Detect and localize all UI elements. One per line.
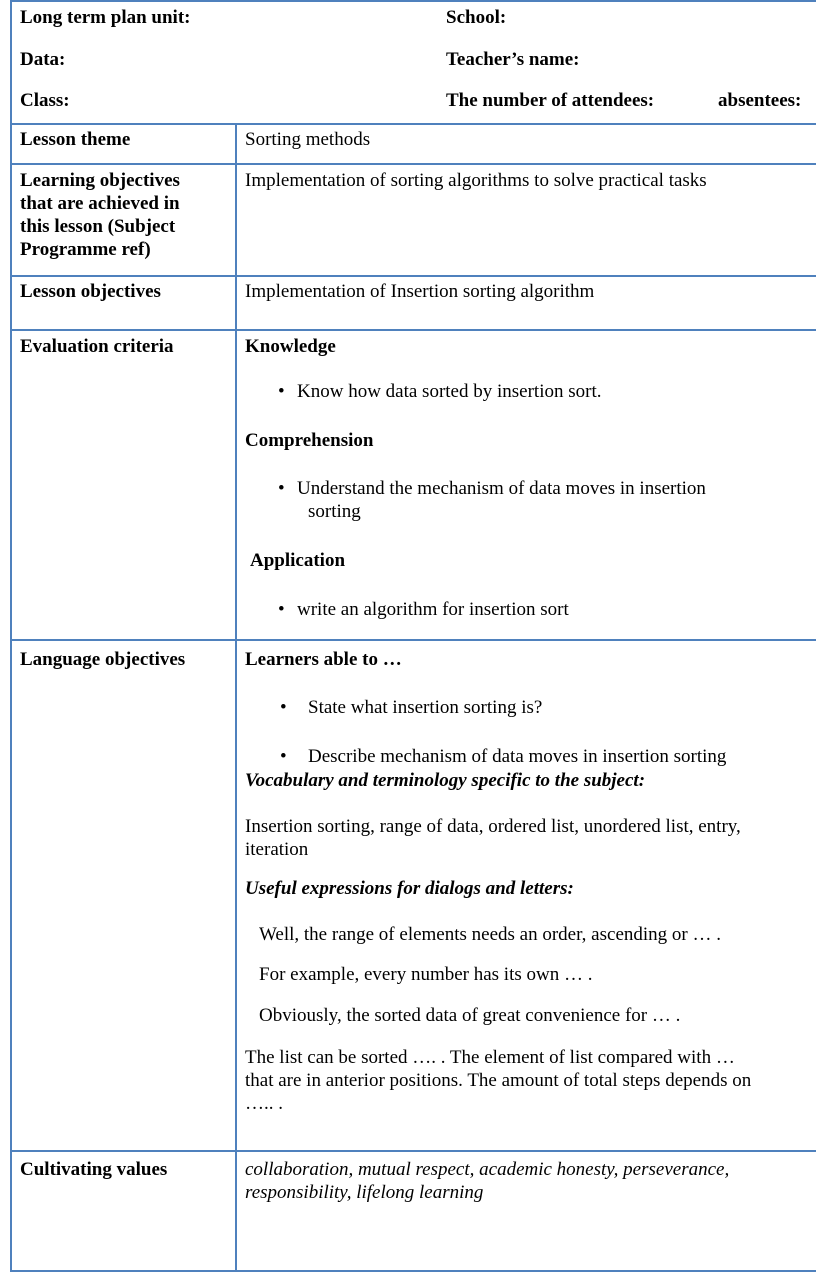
- knowledge-heading: Knowledge: [245, 336, 336, 357]
- comprehension-item-line: sorting: [308, 501, 361, 522]
- bullet-icon: •: [280, 746, 287, 767]
- row-divider: [10, 0, 816, 2]
- long-term-plan-unit-label: Long term plan unit:: [20, 7, 191, 28]
- cultivating-values-label: Cultivating values: [20, 1159, 168, 1180]
- lesson-theme-value: Sorting methods: [245, 129, 371, 150]
- class-label: Class:: [20, 90, 70, 111]
- lesson-theme-label: Lesson theme: [20, 129, 131, 150]
- expressions-heading: Useful expressions for dialogs and letters:: [245, 878, 574, 899]
- bullet-icon: •: [278, 478, 285, 499]
- expression-line: For example, every number has its own … .: [259, 964, 593, 985]
- paragraph-line: The list can be sorted …. . The element of list compared with …: [245, 1047, 735, 1068]
- expression-line: Obviously, the sorted data of great convenience for … .: [259, 1005, 681, 1026]
- row-divider: [10, 275, 816, 277]
- paragraph-line: ….. .: [245, 1093, 283, 1114]
- bullet-icon: •: [278, 381, 285, 402]
- learning-objectives-label-line: this lesson (Subject: [20, 216, 176, 237]
- row-divider: [10, 1150, 816, 1152]
- vocabulary-heading: Vocabulary and terminology specific to the subject:: [245, 770, 646, 791]
- paragraph-line: that are in anterior positions. The amount of total steps depends on: [245, 1070, 752, 1091]
- cultivating-values-line: collaboration, mutual respect, academic honesty, perseverance,: [245, 1159, 730, 1180]
- school-label: School:: [446, 7, 507, 28]
- learning-objectives-label-line: that are achieved in: [20, 193, 180, 214]
- expression-line: Well, the range of elements needs an order, ascending or … .: [259, 924, 721, 945]
- learners-item: State what insertion sorting is?: [308, 697, 543, 718]
- vocabulary-line: Insertion sorting, range of data, ordered list, unordered list, entry,: [245, 816, 741, 837]
- attendees-label: The number of attendees:: [446, 90, 655, 111]
- row-divider: [10, 163, 816, 165]
- application-heading: Application: [250, 550, 346, 571]
- vocabulary-line: iteration: [245, 839, 309, 860]
- lesson-objectives-label: Lesson objectives: [20, 281, 161, 302]
- comprehension-item-line: Understand the mechanism of data moves in insertion: [297, 478, 706, 499]
- cultivating-values-line: responsibility, lifelong learning: [245, 1182, 484, 1203]
- learning-objectives-value: Implementation of sorting algorithms to solve practical tasks: [245, 170, 707, 191]
- comprehension-heading: Comprehension: [245, 430, 374, 451]
- row-divider: [10, 123, 816, 125]
- column-divider: [235, 123, 237, 1272]
- row-divider: [10, 329, 816, 331]
- learning-objectives-label-line: Learning objectives: [20, 170, 180, 191]
- evaluation-criteria-label: Evaluation criteria: [20, 336, 174, 357]
- knowledge-item: Know how data sorted by insertion sort.: [297, 381, 602, 402]
- bullet-icon: •: [278, 599, 285, 620]
- bullet-icon: •: [280, 697, 287, 718]
- lesson-objectives-value: Implementation of Insertion sorting algorithm: [245, 281, 595, 302]
- application-item: write an algorithm for insertion sort: [297, 599, 569, 620]
- row-divider: [10, 639, 816, 641]
- learners-item: Describe mechanism of data moves in insertion sorting: [308, 746, 727, 767]
- learners-heading: Learners able to …: [245, 649, 402, 670]
- absentees-label: absentees:: [718, 90, 802, 111]
- teacher-name-label: Teacher’s name:: [446, 49, 580, 70]
- language-objectives-label: Language objectives: [20, 649, 186, 670]
- learning-objectives-label-line: Programme ref): [20, 239, 151, 260]
- data-label: Data:: [20, 49, 66, 70]
